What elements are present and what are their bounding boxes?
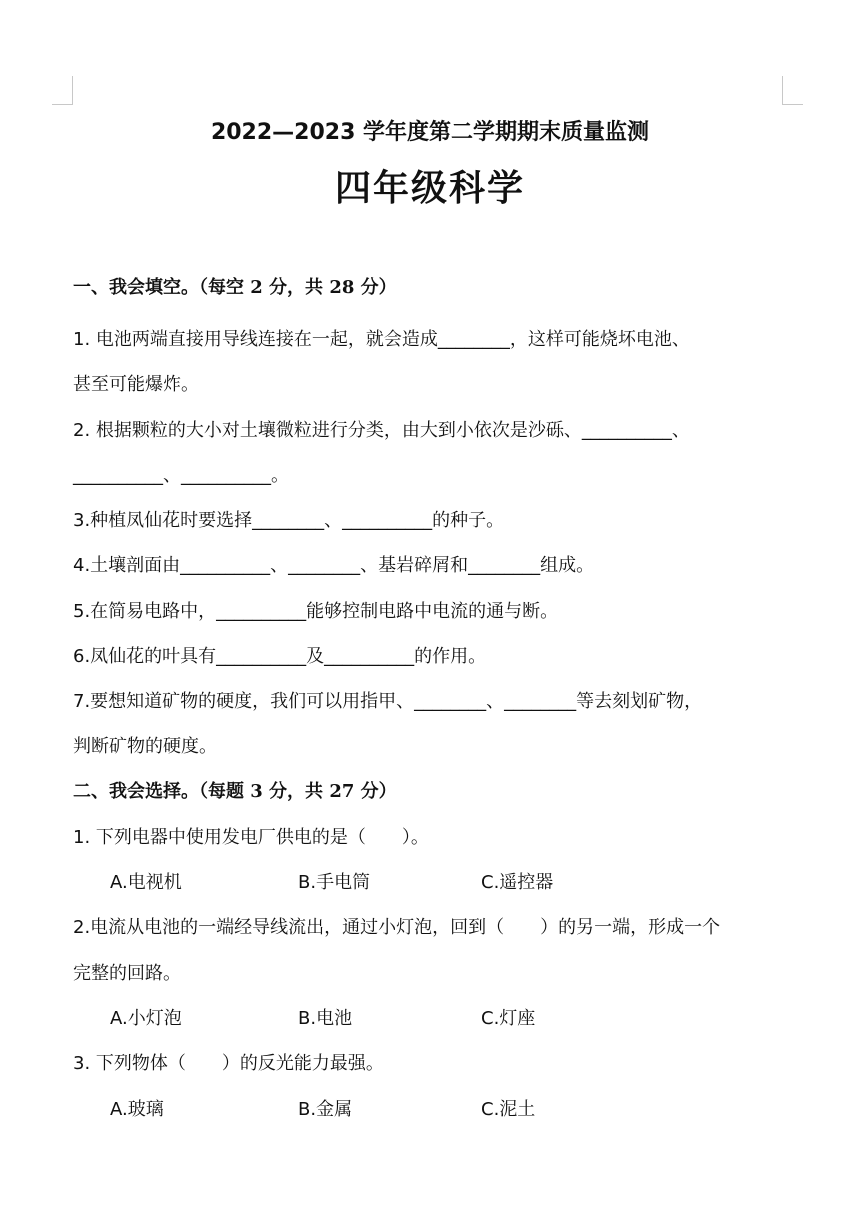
fill-question-7-line-1: 7.要想知道矿物的硬度，我们可以用指甲、________、________等去刻划矿物，: [73, 691, 703, 712]
option-b: B.手电筒: [298, 872, 371, 893]
option-a: A.玻璃: [110, 1099, 164, 1120]
fill-question-4: 4.土壤剖面由__________、________、基岩碎屑和________组成。: [73, 555, 595, 576]
choice-question-2-line-2: 完整的回路。: [73, 963, 181, 984]
fill-question-6: 6.凤仙花的叶具有__________及__________的作用。: [73, 646, 487, 667]
option-c: C.灯座: [481, 1008, 536, 1029]
fill-question-1-line-1: 1. 电池两端直接用导线连接在一起，就会造成________，这样可能烧坏电池、: [73, 329, 690, 350]
exam-title: 2022—2023 学年度第二学期期末质量监测: [210, 120, 650, 145]
page-corner-mark-left: [52, 76, 73, 105]
choice-question-2-line-1: 2.电流从电池的一端经导线流出，通过小灯泡，回到（ ）的另一端，形成一个: [73, 917, 721, 938]
exam-subject: 四年级科学: [334, 168, 525, 209]
option-c: C.遥控器: [481, 872, 554, 893]
fill-question-3: 3.种植凤仙花时要选择________、__________的种子。: [73, 510, 505, 531]
fill-question-2-line-1: 2. 根据颗粒的大小对土壤微粒进行分类，由大到小依次是沙砾、__________、: [73, 420, 690, 441]
choice-question-1: 1. 下列电器中使用发电厂供电的是（ ）。: [73, 827, 429, 848]
option-b: B.电池: [298, 1008, 353, 1029]
section-heading-multiple-choice: 二、我会选择。（每题 3 分，共 27 分）: [73, 781, 397, 802]
option-b: B.金属: [298, 1099, 353, 1120]
fill-question-7-line-2: 判断矿物的硬度。: [73, 736, 217, 757]
fill-question-1-line-2: 甚至可能爆炸。: [73, 374, 199, 395]
fill-question-5: 5.在简易电路中，__________能够控制电路中电流的通与断。: [73, 601, 559, 622]
page-corner-mark-right: [782, 76, 803, 105]
section-heading-fill-blank: 一、我会填空。（每空 2 分，共 28 分）: [73, 277, 397, 298]
option-c: C.泥土: [481, 1099, 536, 1120]
option-a: A.电视机: [110, 872, 182, 893]
choice-question-3: 3. 下列物体（ ）的反光能力最强。: [73, 1053, 384, 1074]
fill-question-2-line-2: __________、__________。: [73, 465, 289, 486]
option-a: A.小灯泡: [110, 1008, 182, 1029]
